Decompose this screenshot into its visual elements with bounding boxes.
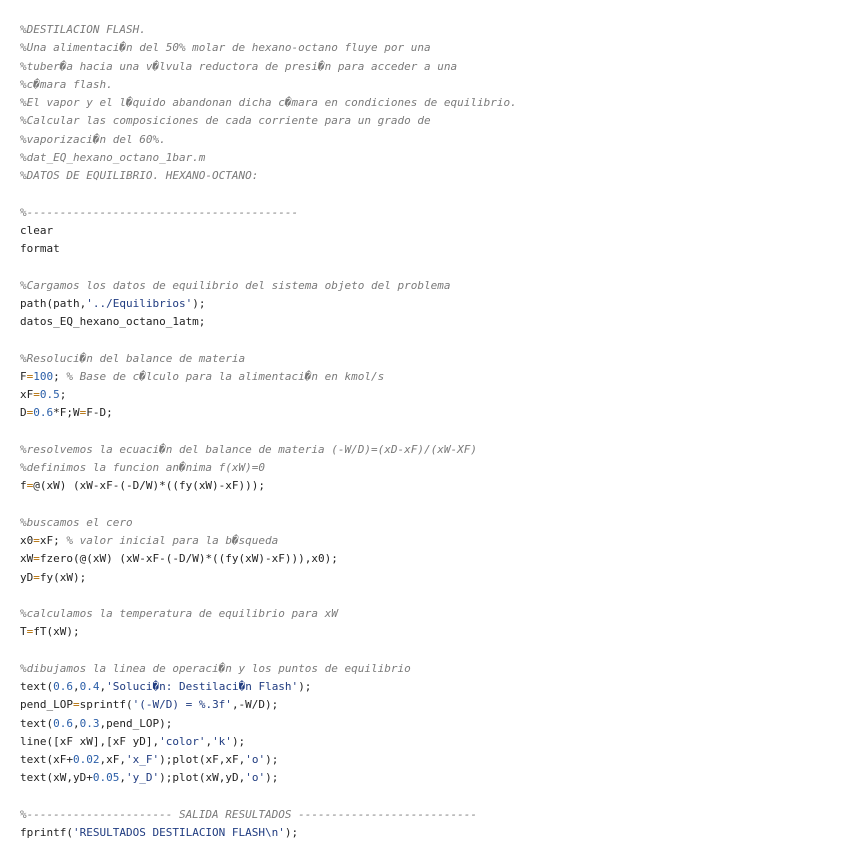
code-token: fy(xW); [39, 570, 87, 584]
code-token: );plot(xW,yD, [159, 771, 246, 785]
code-token: ); [192, 296, 206, 310]
operator-token: = [26, 369, 34, 383]
string-token: 'k' [212, 734, 232, 748]
code-token: path(path, [20, 296, 87, 310]
string-token: 'y_D' [125, 771, 160, 785]
blank-line[interactable] [20, 587, 517, 605]
operator-token: = [26, 406, 34, 420]
operator-token: = [33, 534, 40, 547]
code-token: , [99, 680, 107, 693]
string-token: 'x_F' [125, 753, 160, 766]
comment-token: %definimos la funcion an�nima f(xW)=0 [20, 461, 266, 474]
string-token: '(-W/D) = %.3f' [132, 698, 232, 712]
code-token: fprintf( [20, 826, 73, 839]
code-line[interactable] [20, 678, 517, 696]
code-line[interactable] [20, 21, 517, 39]
code-line[interactable] [20, 514, 517, 532]
code-line[interactable] [20, 112, 517, 130]
code-line[interactable] [20, 39, 517, 57]
code-line[interactable] [20, 806, 517, 824]
string-token: '../Equilibrios' [86, 296, 193, 310]
code-token: xF [20, 388, 34, 401]
code-token: ); [231, 734, 246, 748]
code-token: ,xF, [99, 753, 126, 766]
code-line[interactable] [20, 149, 517, 167]
blank-line[interactable] [20, 788, 517, 806]
code-token: D [20, 406, 27, 420]
comment-token: %----------------------------------------- [20, 205, 299, 219]
code-token: text(xF+ [20, 753, 73, 766]
code-line[interactable] [20, 350, 517, 368]
code-line[interactable] [20, 94, 517, 112]
number-token: 0.4 [79, 680, 100, 693]
comment-token: %---------------------- SALIDA RESULTADOS --------------------------- [20, 807, 477, 821]
operator-token: = [26, 625, 34, 639]
code-token: , [73, 680, 80, 693]
string-token: 'o' [245, 771, 266, 785]
number-token: 100 [33, 369, 54, 383]
comment-token: %Resoluci�n del balance de materia [20, 351, 246, 365]
blank-line[interactable] [20, 423, 517, 441]
code-line[interactable] [20, 240, 517, 258]
code-line[interactable] [20, 222, 517, 240]
comment-token: %dat_EQ_hexano_octano_1bar.m [20, 150, 206, 164]
code-token: ); [265, 771, 279, 785]
blank-line[interactable] [20, 331, 517, 349]
code-line[interactable] [20, 569, 517, 587]
number-token: 0.3 [79, 716, 100, 730]
number-token: 0.6 [33, 406, 54, 420]
code-token: pend_LOP [20, 698, 73, 712]
comment-token: %Calcular las composiciones de cada corriente para un grado de [20, 114, 431, 128]
code-line[interactable] [20, 277, 517, 295]
code-token: f [20, 479, 27, 493]
code-token: F-D; [86, 406, 113, 420]
code-line[interactable] [20, 459, 517, 477]
code-token: xF; [39, 534, 67, 547]
code-line[interactable] [20, 623, 517, 641]
code-line[interactable] [20, 751, 517, 769]
operator-token: = [33, 552, 40, 566]
comment-token: %tuber�a hacia una v�lvula reductora de presi�n para acceder a una [20, 59, 458, 73]
comment-token: %vaporizaci�n del 60%. [20, 132, 166, 146]
code-token: , [73, 716, 80, 730]
code-token: , [205, 734, 213, 748]
code-token: ); [298, 680, 312, 693]
code-token: *F;W [53, 406, 80, 420]
code-line[interactable] [20, 58, 517, 76]
number-token: 0.6 [53, 716, 73, 730]
code-line[interactable] [20, 386, 517, 404]
comment-token: %buscamos el cero [20, 515, 133, 529]
code-line[interactable] [20, 660, 517, 678]
code-token: , [119, 771, 126, 785]
code-token: text( [20, 680, 54, 693]
number-token: 0.6 [53, 680, 73, 693]
code-line[interactable] [20, 696, 517, 714]
code-token: datos_EQ_hexano_octano_1atm; [20, 315, 206, 328]
operator-token: = [72, 698, 80, 712]
comment-token: % valor inicial para la b�squeda [66, 534, 279, 547]
code-line[interactable] [20, 295, 517, 313]
comment-token: %DESTILACION FLASH. [20, 23, 146, 36]
code-token: ; [53, 369, 67, 383]
number-token: 0.5 [39, 388, 60, 401]
code-line[interactable] [20, 769, 517, 787]
code-line[interactable] [20, 204, 517, 222]
comment-token: %resolvemos la ecuaci�n del balance de materia (-W/D)=(xD-xF)/(xW-XF) [20, 442, 477, 456]
operator-token: = [26, 479, 34, 493]
operator-token: = [33, 570, 40, 584]
code-line[interactable] [20, 550, 517, 568]
code-line[interactable] [20, 167, 517, 185]
string-token: 'o' [245, 753, 266, 766]
code-token: ; [59, 388, 67, 401]
code-line[interactable] [20, 441, 517, 459]
operator-token: = [33, 388, 40, 401]
string-token: 'Soluci�n: Destilaci�n Flash' [106, 680, 299, 693]
comment-token: %calculamos la temperatura de equilibrio para xW [20, 607, 338, 620]
code-token: x0 [20, 534, 34, 547]
number-token: 0.02 [72, 753, 100, 766]
blank-line[interactable] [20, 496, 517, 514]
code-token: ); [284, 826, 299, 839]
blank-line[interactable] [20, 185, 517, 203]
code-token: fT(xW); [33, 625, 80, 639]
number-token: 0.05 [92, 771, 120, 785]
code-token: format [20, 242, 60, 255]
code-token: sprintf( [79, 698, 133, 712]
code-line[interactable] [20, 76, 517, 94]
code-token: ,-W/D); [231, 698, 279, 712]
code-line[interactable] [20, 824, 517, 842]
code-line[interactable] [20, 532, 517, 550]
code-token: @(xW) (xW-xF-(-D/W)*((fy(xW)-xF))); [33, 479, 266, 493]
code-token: yD [20, 570, 34, 584]
code-token: line([xF xW],[xF yD], [20, 734, 160, 748]
code-line[interactable] [20, 477, 517, 495]
blank-line[interactable] [20, 642, 517, 660]
string-token: 'color' [159, 734, 206, 748]
comment-token: %DATOS DE EQUILIBRIO. HEXANO-OCTANO: [20, 169, 259, 182]
comment-token: %El vapor y el l�quido abandonan dicha c�mara en condiciones de equilibrio. [20, 96, 517, 109]
code-line[interactable] [20, 733, 517, 751]
comment-token: % Base de c�lculo para la alimentaci�n en kmol/s [66, 369, 385, 383]
code-token: fzero(@(xW) (xW-xF-(-D/W)*((fy(xW)-xF))),x0); [39, 552, 338, 566]
code-line[interactable] [20, 404, 517, 422]
comment-token: %c�mara flash. [20, 77, 113, 91]
code-token: T [20, 625, 27, 639]
blank-line[interactable] [20, 258, 517, 276]
code-token: text( [20, 716, 54, 730]
code-line[interactable] [20, 368, 517, 386]
comment-token: %Cargamos los datos de equilibrio del sistema objeto del problema [20, 278, 451, 292]
comment-token: %Una alimentaci�n del 50% molar de hexano-octano fluye por una [20, 41, 431, 55]
code-line[interactable] [20, 131, 517, 149]
string-token: 'RESULTADOS DESTILACION FLASH\n' [72, 826, 285, 839]
code-editor[interactable] [20, 21, 517, 842]
code-token: text(xW,yD+ [20, 771, 93, 785]
code-token: );plot(xF,xF, [159, 753, 246, 766]
operator-token: = [79, 406, 87, 420]
code-token: F [20, 369, 27, 383]
code-token: clear [20, 223, 54, 237]
code-line[interactable] [20, 605, 517, 623]
code-token: ,pend_LOP); [99, 716, 173, 730]
code-line[interactable] [20, 313, 517, 331]
code-token: xW [20, 552, 34, 566]
comment-token: %dibujamos la linea de operaci�n y los puntos de equilibrio [20, 661, 411, 675]
code-token: ); [265, 753, 279, 766]
code-line[interactable] [20, 715, 517, 733]
